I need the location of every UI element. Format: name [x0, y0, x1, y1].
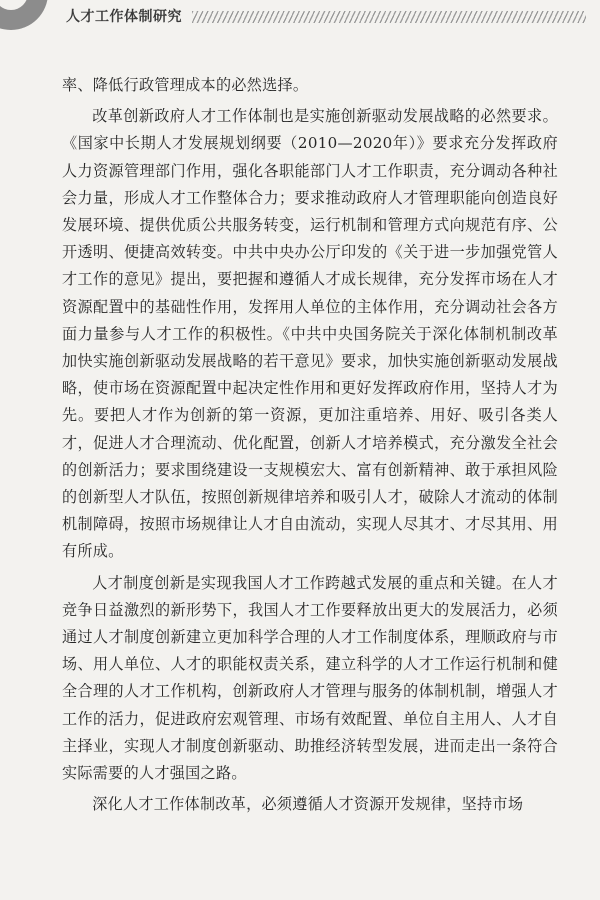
corner-circle-ornament	[0, 0, 48, 30]
paragraph: 深化人才工作体制改革，必须遵循人才资源开发规律，坚持市场	[92, 795, 524, 814]
paragraph: 人才制度创新是实现我国人才工作跨越式发展的重点和关键。在人才竞争日益激烈的新形势下，我国人才工作要释放出更大的发展活力，必须通过人才制度创新建立更加科学合理的人才工作制度体系，理顺政府与市场、用人单位、人才的职能权责关系，建立科学的人才工作运行机制和健全合理的人才工作机构，创新政府人才管理与服务的体制机制，增强人才工作的活力，促进政府宏观管理、市场有效配置、单位自主用人、人才自主择业，实现人才制度创新驱动、助推经济转型发展，进而走出一条符合实际需要的人才强国之路。	[62, 573, 558, 783]
page-header	[0, 0, 600, 30]
header-hatched-rule	[192, 11, 586, 23]
paragraph-continued: 率、降低行政管理成本的必然选择。	[62, 76, 309, 94]
running-head-title: 人才工作体制研究	[66, 9, 182, 25]
paragraph: 改革创新政府人才工作体制也是实施创新驱动发展战略的必然要求。《国家中长期人才发展规划纲要（2010—2020年）》要求充分发挥政府人力资源管理部门作用，强化各职能部门人才工作职责，充分调动各种社会力量，形成人才工作整体合力；要求推动政府人才管理职能向创造良好发展环境、提供优质公共服务转变，运行机制和管理方式向规范有序、公开透明、便捷高效转变。中共中央办公厅印发的《关于进一步加强党管人才工作的意见》提出，要把握和遵循人才成长规律，充分发挥市场在人才资源配置中的基础性作用，发挥用人单位的主体作用，充分调动社会各方面力量参与人才工作的积极性。《中共中央国务院关于深化体制机制改革加快实施创新驱动发展战略的若干意见》要求，加快实施创新驱动发展战略，使市场在资源配置中起决定性作用和更好发挥政府作用，坚持人才为先。要把人才作为创新的第一资源，更加注重培养、用好、吸引各类人才，促进人才合理流动、优化配置，创新人才培养模式，充分激发全社会的创新活力；要求围绕建设一支规模宏大、富有创新精神、敢于承担风险的创新型人才队伍，按照创新规律培养和吸引人才，破除人才流动的体制机制障碍，按照市场规律让人才自由流动，实现人尽其才、才尽其用、用有所成。	[62, 107, 558, 561]
body-text	[62, 72, 558, 822]
